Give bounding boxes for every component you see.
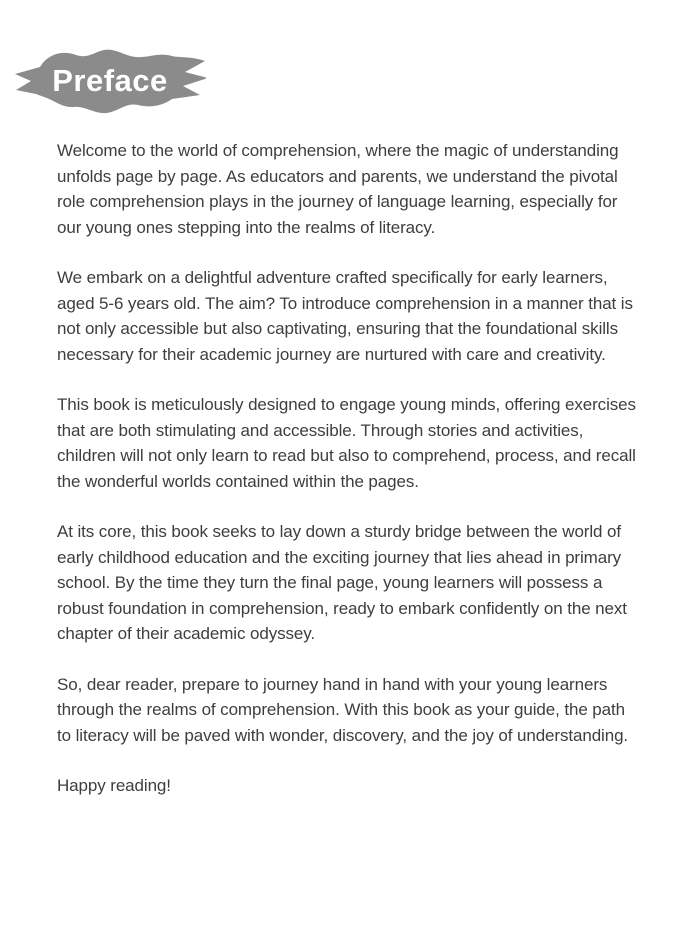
preface-paragraph-1: Welcome to the world of comprehension, where the magic of understanding unfolds page by page. As educators and parents, we understand the pivotal role comprehension plays in the journey of language learning, especially for our young ones stepping into the realms of literacy. <box>57 141 619 237</box>
preface-paragraph-5: So, dear reader, prepare to journey hand in hand with your young learners through the realms of comprehension. With this book as your guide, the path to literacy will be paved with wonder, discovery, and the joy of understanding. <box>57 674 629 745</box>
preface-paragraph-2: We embark on a delightful adventure crafted specifically for early learners, aged 5-6 years old. The aim? To introduce comprehension in a manner that is not only accessible but also captivating, ensuring that the foundational skills necessary for their academic journey are nurtured with care and creativity. <box>57 268 633 364</box>
preface-paragraph-3: This book is meticulously designed to engage young minds, offering exercises that are both stimulating and accessible. Through stories and activities, children will not only learn to read but also to comprehend, process, and recall the wonderful worlds contained within the pages. <box>57 395 636 491</box>
preface-badge <box>14 48 206 116</box>
preface-paragraph-4: At its core, this book seeks to lay down a sturdy bridge between the world of early childhood education and the exciting journey that lies ahead in primary school. By the time they turn the final page, young learners will possess a robust foundation in comprehension, ready to embark confidently on the next chapter of their academic odyssey. <box>57 522 627 643</box>
preface-title: Preface <box>52 62 168 98</box>
preface-content <box>57 138 638 824</box>
closing-line: Happy reading! <box>57 776 171 795</box>
